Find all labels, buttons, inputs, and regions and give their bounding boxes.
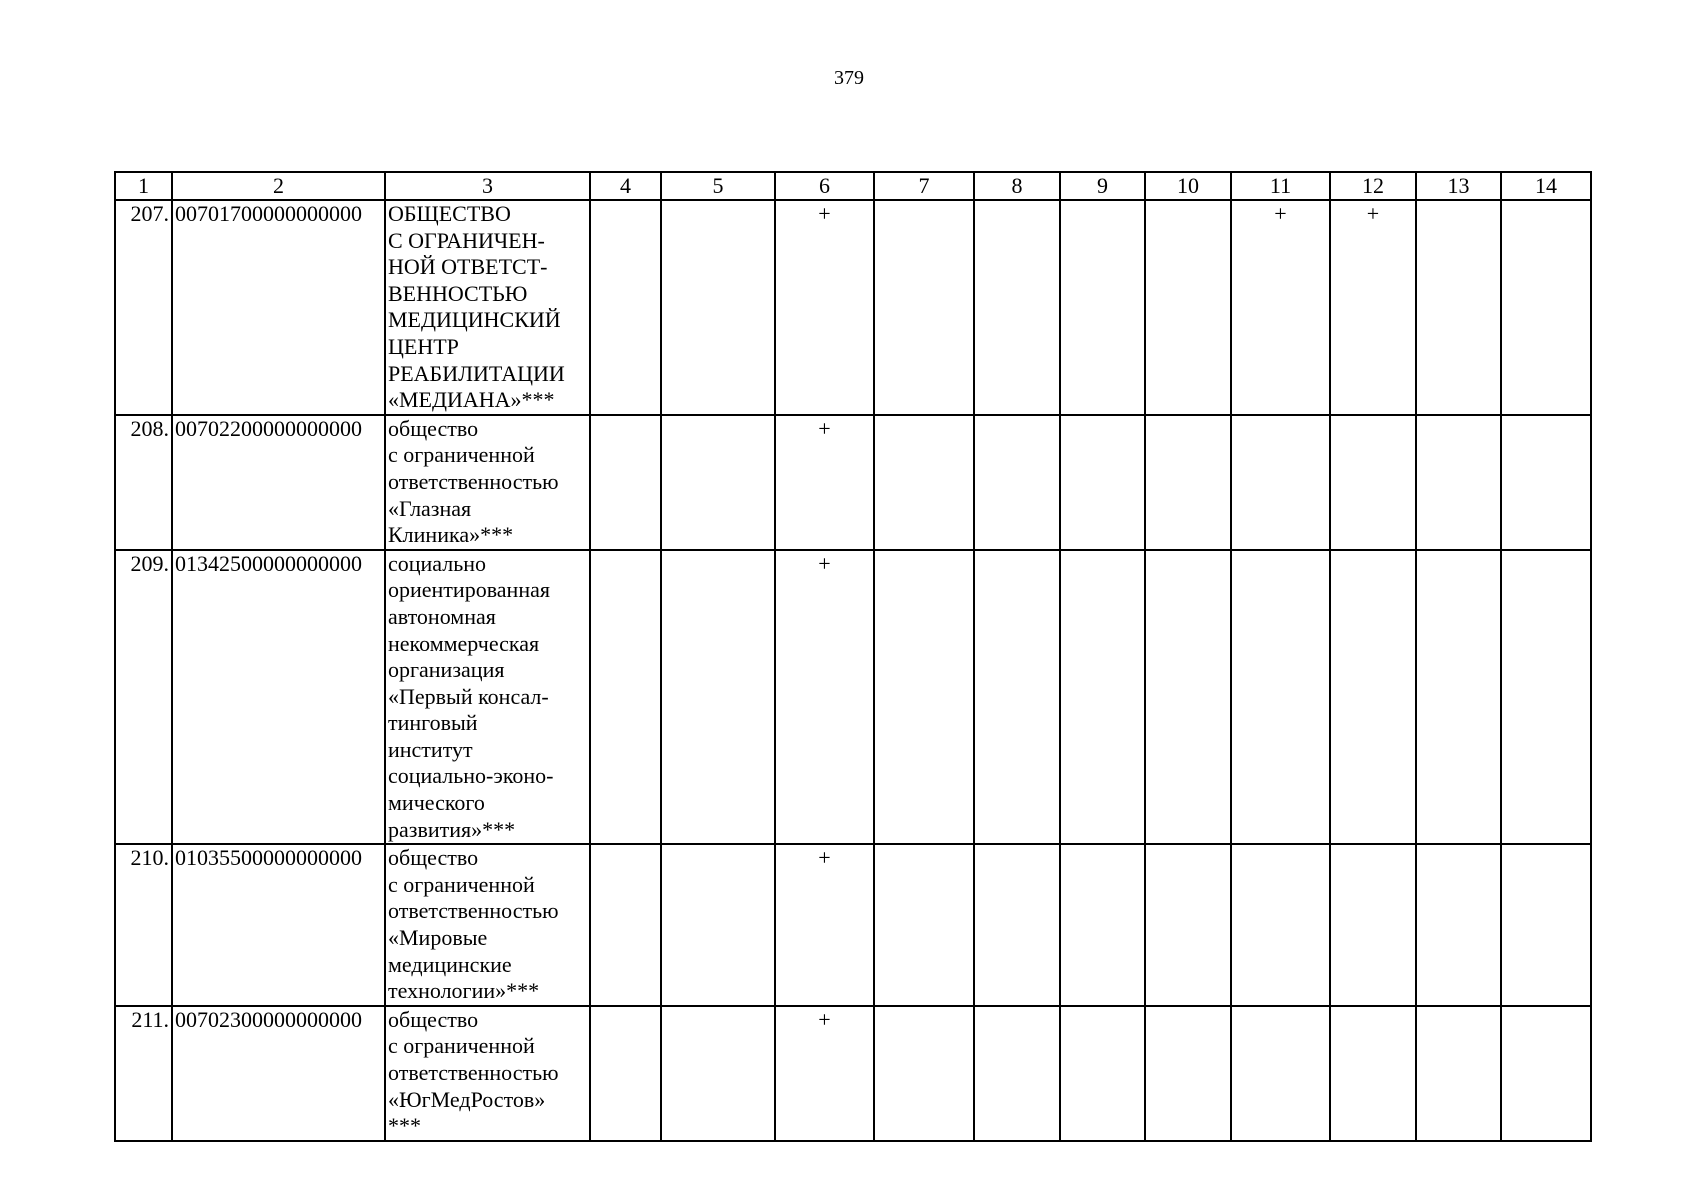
column-header: 6: [775, 172, 874, 200]
table-row: [115, 844, 1591, 1006]
organization-name: ОБЩЕСТВО С ОГРАНИЧЕН- НОЙ ОТВЕТСТ- ВЕННОСТЬЮ МЕДИЦИНСКИЙ ЦЕНТР РЕАБИЛИТАЦИИ «МЕДИАНА»***: [385, 200, 590, 415]
row-number: 208.: [115, 415, 172, 550]
data-table: [114, 171, 1592, 1142]
row-code: 00701700000000000: [172, 200, 385, 415]
mark-cell-col-14: [1501, 415, 1591, 550]
mark-cell-col-5: [661, 415, 775, 550]
mark-cell-col-12: [1330, 550, 1416, 845]
column-header: 9: [1060, 172, 1145, 200]
mark-cell-col-13: [1416, 550, 1501, 845]
mark-cell-col-11: [1231, 415, 1330, 550]
mark-cell-col-10: [1145, 200, 1231, 415]
mark-cell-col-11: +: [1231, 200, 1330, 415]
mark-cell-col-6: +: [775, 550, 874, 845]
mark-cell-col-10: [1145, 550, 1231, 845]
mark-cell-col-4: [590, 550, 661, 845]
row-code: 01035500000000000: [172, 844, 385, 1006]
mark-cell-col-12: [1330, 415, 1416, 550]
mark-cell-col-6: +: [775, 200, 874, 415]
mark-cell-col-7: [874, 550, 974, 845]
row-number: 211.: [115, 1006, 172, 1141]
column-header: 5: [661, 172, 775, 200]
organization-name: общество с ограниченной ответственностью «ЮгМедРостов» ***: [385, 1006, 590, 1141]
column-header: 2: [172, 172, 385, 200]
row-number: 210.: [115, 844, 172, 1006]
table-row: [115, 415, 1591, 550]
mark-cell-col-4: [590, 1006, 661, 1141]
table-row: [115, 550, 1591, 845]
mark-cell-col-12: [1330, 844, 1416, 1006]
mark-cell-col-8: [974, 200, 1060, 415]
column-header: 8: [974, 172, 1060, 200]
mark-cell-col-10: [1145, 415, 1231, 550]
mark-cell-col-5: [661, 200, 775, 415]
mark-cell-col-7: [874, 844, 974, 1006]
mark-cell-col-4: [590, 415, 661, 550]
mark-cell-col-6: +: [775, 415, 874, 550]
mark-cell-col-12: +: [1330, 200, 1416, 415]
mark-cell-col-5: [661, 1006, 775, 1141]
mark-cell-col-8: [974, 844, 1060, 1006]
mark-cell-col-7: [874, 415, 974, 550]
row-number: 207.: [115, 200, 172, 415]
column-header: 11: [1231, 172, 1330, 200]
row-code: 00702200000000000: [172, 415, 385, 550]
mark-cell-col-12: [1330, 1006, 1416, 1141]
column-header: 12: [1330, 172, 1416, 200]
mark-cell-col-11: [1231, 550, 1330, 845]
mark-cell-col-10: [1145, 1006, 1231, 1141]
organization-name: общество с ограниченной ответственностью «Глазная Клиника»***: [385, 415, 590, 550]
column-header: 13: [1416, 172, 1501, 200]
mark-cell-col-9: [1060, 415, 1145, 550]
column-header: 10: [1145, 172, 1231, 200]
page-number: 379: [834, 67, 864, 89]
column-header: 3: [385, 172, 590, 200]
table-row: [115, 200, 1591, 415]
mark-cell-col-5: [661, 844, 775, 1006]
mark-cell-col-10: [1145, 844, 1231, 1006]
mark-cell-col-14: [1501, 200, 1591, 415]
mark-cell-col-4: [590, 844, 661, 1006]
mark-cell-col-9: [1060, 550, 1145, 845]
column-header: 1: [115, 172, 172, 200]
column-header-row: [115, 172, 1591, 200]
column-header: 7: [874, 172, 974, 200]
mark-cell-col-13: [1416, 844, 1501, 1006]
mark-cell-col-11: [1231, 844, 1330, 1006]
organization-name: социально ориентированная автономная некоммерческая организация «Первый консал- тинговый институт социально-эконо- мического развития»***: [385, 550, 590, 845]
mark-cell-col-5: [661, 550, 775, 845]
mark-cell-col-9: [1060, 200, 1145, 415]
mark-cell-col-8: [974, 415, 1060, 550]
mark-cell-col-14: [1501, 550, 1591, 845]
mark-cell-col-13: [1416, 1006, 1501, 1141]
mark-cell-col-9: [1060, 1006, 1145, 1141]
mark-cell-col-11: [1231, 1006, 1330, 1141]
mark-cell-col-4: [590, 200, 661, 415]
row-code: 01342500000000000: [172, 550, 385, 845]
mark-cell-col-6: +: [775, 1006, 874, 1141]
row-code: 00702300000000000: [172, 1006, 385, 1141]
mark-cell-col-8: [974, 1006, 1060, 1141]
mark-cell-col-14: [1501, 844, 1591, 1006]
mark-cell-col-14: [1501, 1006, 1591, 1141]
mark-cell-col-13: [1416, 415, 1501, 550]
table-row: [115, 1006, 1591, 1141]
mark-cell-col-8: [974, 550, 1060, 845]
mark-cell-col-7: [874, 200, 974, 415]
column-header: 14: [1501, 172, 1591, 200]
column-header: 4: [590, 172, 661, 200]
organization-name: общество с ограниченной ответственностью «Мировые медицинские технологии»***: [385, 844, 590, 1006]
mark-cell-col-6: +: [775, 844, 874, 1006]
mark-cell-col-9: [1060, 844, 1145, 1006]
mark-cell-col-13: [1416, 200, 1501, 415]
row-number: 209.: [115, 550, 172, 845]
mark-cell-col-7: [874, 1006, 974, 1141]
